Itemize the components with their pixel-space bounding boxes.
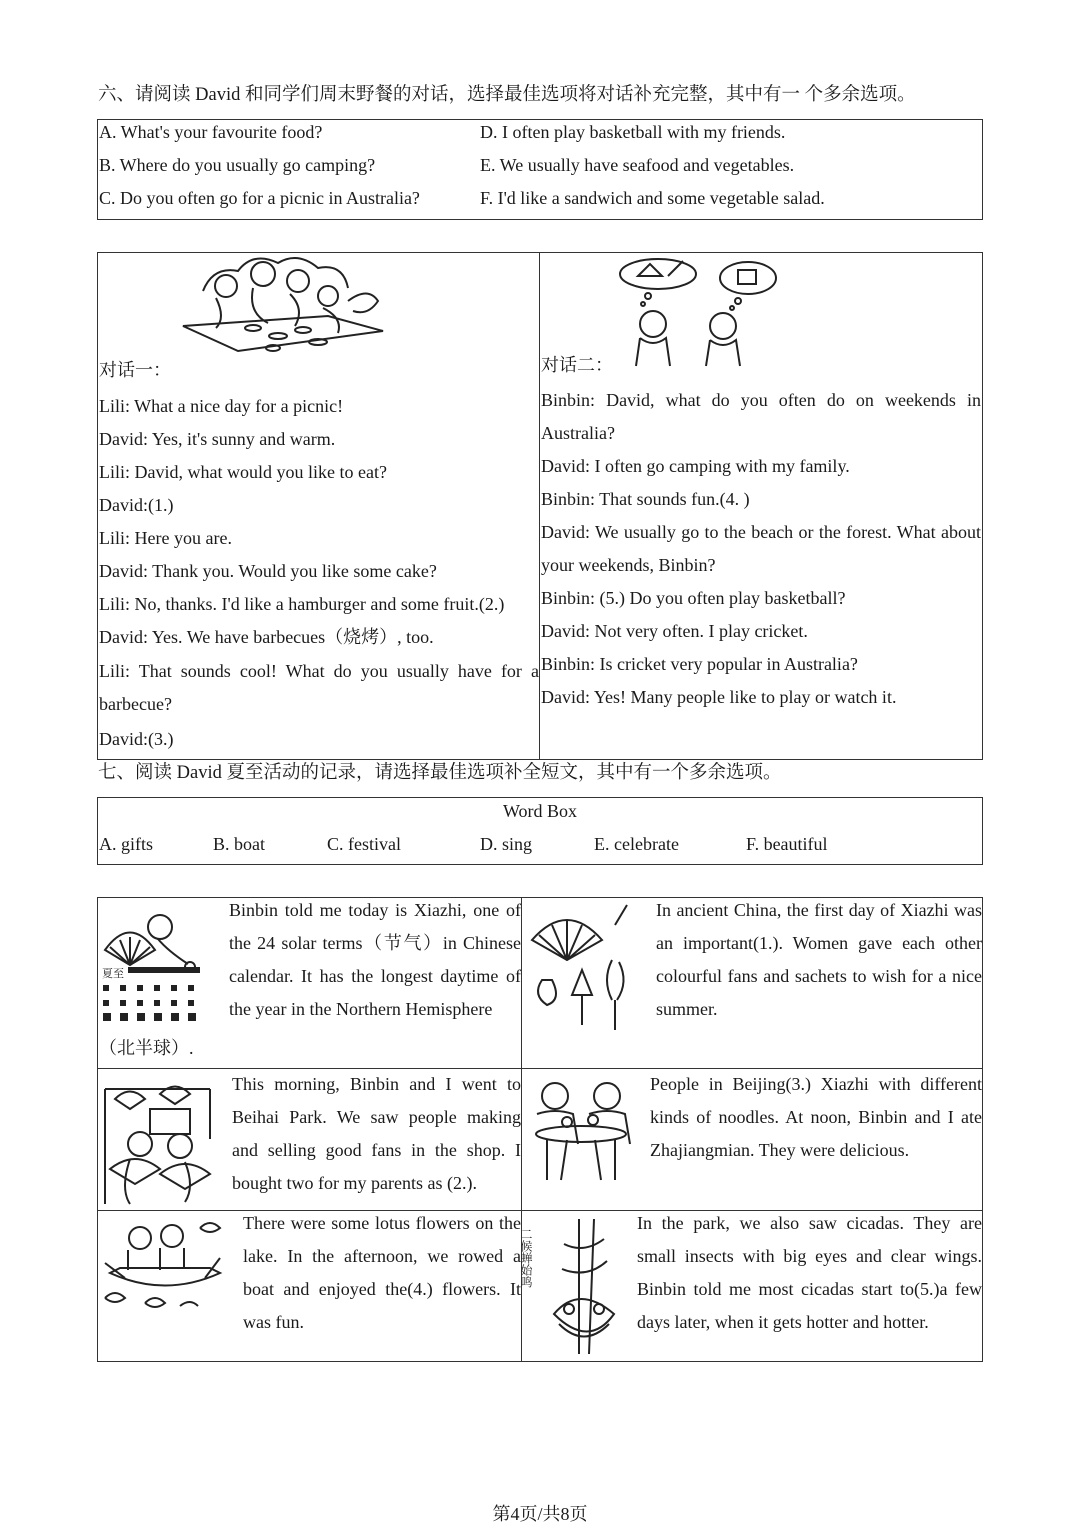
word-c: C. festival (327, 834, 401, 854)
section6-heading: 六、请阅读 David 和同学们周末野餐的对话，选择最佳选项将对话补充完整，其中有一 个多余选项。 (98, 85, 916, 105)
dialogue2-line-2: David: I often go camping with my family. (541, 456, 850, 476)
dialogue1-line-8: David: Yes. We have barbecues（烧烤）, too. (99, 627, 434, 647)
option-c: C. Do you often go for a picnic in Australia? (99, 188, 420, 208)
cicada-caption: 二候蝉始鸣 (519, 1228, 533, 1288)
passage-2: In ancient China, the first day of Xiazhi was an important(1.). Women gave each other colourful fans and sachets to wish for a nice summer. (656, 900, 982, 1019)
word-e: E. celebrate (594, 834, 679, 854)
section7-heading: 七、阅读 David 夏至活动的记录，请选择最佳选项补全短文，其中有一个多余选项。 (98, 763, 782, 783)
word-a: A. gifts (99, 834, 153, 854)
noodles-illustration (527, 1074, 635, 1184)
fans-sachets-illustration (527, 900, 642, 1035)
dialogue1-line-3: Lili: David, what would you like to eat? (99, 462, 387, 482)
calendar-label: 夏至 (102, 967, 124, 980)
dialogue2-line-5: Binbin: (5.) Do you often play basketball? (541, 588, 846, 608)
dialogue1-line-9: Lili: That sounds cool! What do you usually have for a barbecue? (99, 661, 539, 714)
option-a: A. What's your favourite food? (99, 122, 323, 142)
word-b: B. boat (213, 834, 265, 854)
passage-5: There were some lotus flowers on the lake. In the afternoon, we rowed a boat and enjoyed the(4.) flowers. It was fun. (243, 1213, 521, 1332)
word-d: D. sing (480, 834, 533, 854)
dialogue2-line-1: Binbin: David, what do you often do on weekends in Australia? (541, 390, 981, 443)
dialogue1-line-6: David: Thank you. Would you like some cake? (99, 561, 437, 581)
page-footer: 第4页/共8页 (492, 1504, 588, 1524)
passage-4: People in Beijing(3.) Xiazhi with different kinds of noodles. At noon, Binbin and I ate Zhajiangmian. They were delicious. (650, 1074, 982, 1160)
cicada-illustration (519, 1214, 624, 1358)
dialogue1-line-5: Lili: Here you are. (99, 528, 232, 548)
dialogue1-title: 对话一： (99, 360, 171, 380)
dialogue1-line-2: David: Yes, it's sunny and warm. (99, 429, 336, 449)
dialogue2-line-7: Binbin: Is cricket very popular in Australia? (541, 654, 858, 674)
calendar-fan-illustration (100, 905, 212, 1030)
dialogue1-line-4: David:(1.) (99, 495, 174, 515)
dialogue2-line-8: David: Yes! Many people like to play or watch it. (541, 687, 897, 707)
option-b: B. Where do you usually go camping? (99, 155, 376, 175)
picnic-illustration (178, 256, 392, 374)
passage-1-end: （北半球）. (99, 1038, 194, 1058)
dialogue1-line-10: David:(3.) (99, 729, 174, 749)
dialogue1-line-7: Lili: No, thanks. I'd like a hamburger and some fruit.(2.) (99, 594, 505, 614)
dialogue2-line-3: Binbin: That sounds fun.(4. ) (541, 489, 750, 509)
passage-3: This morning, Binbin and I went to Beihai Park. We saw people making and selling good fans in the shop. I bought two for my parents as (2.). (232, 1074, 521, 1193)
dialogue2-line-4: David: We usually go to the beach or the forest. What about your weekends, Binbin? (541, 522, 981, 575)
option-e: E. We usually have seafood and vegetables. (480, 155, 795, 175)
rowing-boat-illustration (100, 1218, 232, 1318)
word-box-title: Word Box (502, 801, 578, 821)
dialogue2-title: 对话二： (541, 355, 613, 375)
passage-1: Binbin told me today is Xiazhi, one of the 24 solar terms（节气）in Chinese calendar. It has the longest daytime of the year in the Northern Hemisphere (229, 900, 521, 1019)
dialogue-divider (539, 252, 540, 760)
passage-grid-divider (521, 897, 522, 1362)
dialogue1-line-1: Lili: What a nice day for a picnic! (99, 396, 344, 416)
fan-shop-illustration (100, 1074, 215, 1206)
passage-6: In the park, we also saw cicadas. They are small insects with big eyes and clear wings. Binbin told me most cicadas start to(5.)a few days later, when it gets hotter and hotter. (637, 1213, 982, 1332)
option-f: F. I'd like a sandwich and some vegetable salad. (480, 188, 825, 208)
option-d: D. I often play basketball with my friends. (480, 122, 786, 142)
thinking-boys-illustration (618, 256, 793, 368)
dialogue2-line-6: David: Not very often. I play cricket. (541, 621, 808, 641)
word-f: F. beautiful (746, 834, 828, 854)
